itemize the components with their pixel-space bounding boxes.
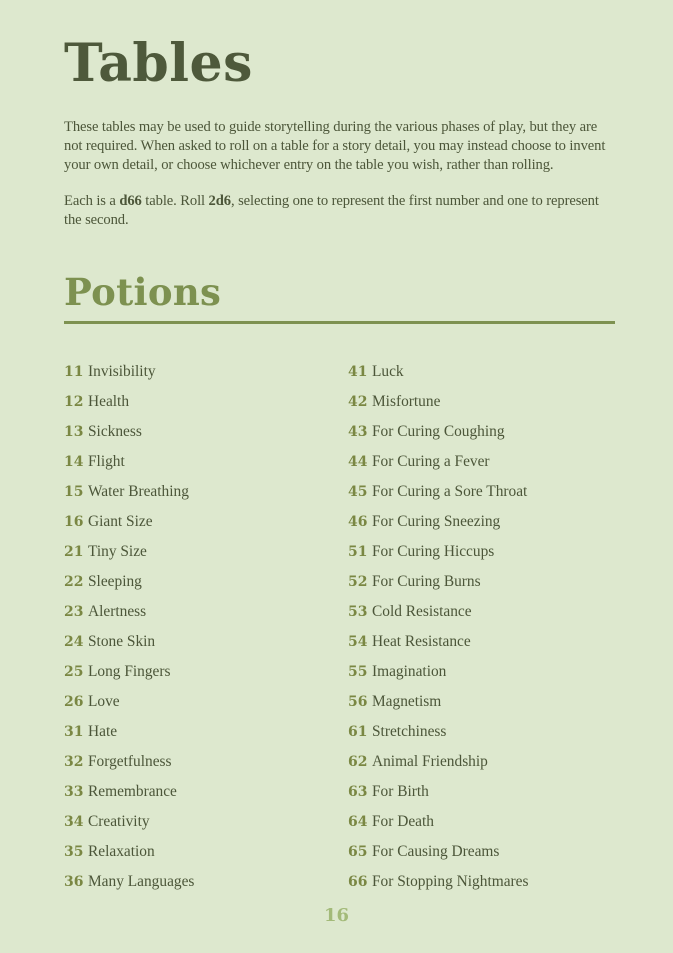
roll-number: 21 — [64, 544, 84, 560]
table-entry — [348, 597, 615, 627]
entry-label: Health — [88, 393, 130, 410]
entry-label: Many Languages — [88, 873, 195, 890]
table-entry — [64, 657, 348, 687]
text-run: , selecting one to represent the first number and one to represent the second. — [64, 193, 599, 228]
table-entry — [64, 357, 348, 387]
table-entry — [348, 627, 615, 657]
roll-number: 24 — [64, 634, 84, 650]
roll-number: 26 — [64, 694, 84, 710]
table-entry — [348, 567, 615, 597]
roll-number: 64 — [348, 814, 368, 830]
roll-number: 56 — [348, 694, 368, 710]
table-entry — [64, 387, 348, 417]
roll-number: 46 — [348, 514, 368, 530]
roll-number: 35 — [64, 844, 84, 860]
page-title: Tables — [64, 33, 253, 94]
table-entry — [64, 717, 348, 747]
entry-label: For Death — [372, 813, 434, 830]
intro-paragraph — [64, 192, 615, 230]
table-entry — [348, 507, 615, 537]
potions-column-right — [348, 357, 615, 897]
table-entry — [64, 867, 348, 897]
entry-label: For Causing Dreams — [372, 843, 500, 860]
entry-label: For Curing a Sore Throat — [372, 483, 528, 500]
table-entry — [348, 717, 615, 747]
table-entry — [64, 507, 348, 537]
entry-label: Misfortune — [372, 393, 441, 410]
potions-table — [64, 357, 615, 897]
roll-number: 14 — [64, 454, 84, 470]
roll-number: 11 — [64, 364, 84, 380]
table-entry — [348, 687, 615, 717]
table-entry — [64, 837, 348, 867]
roll-number: 62 — [348, 754, 368, 770]
roll-number: 51 — [348, 544, 368, 560]
entry-label: Imagination — [372, 663, 447, 680]
entry-label: Forgetfulness — [88, 753, 172, 770]
roll-number: 44 — [348, 454, 368, 470]
entry-label: Cold Resistance — [372, 603, 472, 620]
entry-label: Sleeping — [88, 573, 142, 590]
entry-label: For Curing a Fever — [372, 453, 490, 470]
entry-label: Animal Friendship — [372, 753, 488, 770]
roll-number: 15 — [64, 484, 84, 500]
entry-label: For Stopping Nightmares — [372, 873, 529, 890]
entry-label: For Birth — [372, 783, 429, 800]
roll-number: 52 — [348, 574, 368, 590]
table-entry — [348, 777, 615, 807]
table-entry — [64, 537, 348, 567]
roll-number: 55 — [348, 664, 368, 680]
table-entry — [348, 387, 615, 417]
entry-label: Heat Resistance — [372, 633, 471, 650]
roll-number: 33 — [64, 784, 84, 800]
section-heading-potions: Potions — [64, 270, 222, 314]
roll-number: 22 — [64, 574, 84, 590]
roll-number: 61 — [348, 724, 368, 740]
table-entry — [348, 867, 615, 897]
roll-number: 41 — [348, 364, 368, 380]
entry-label: Luck — [372, 363, 404, 380]
entry-label: Water Breathing — [88, 483, 189, 500]
roll-number: 36 — [64, 874, 84, 890]
roll-number: 66 — [348, 874, 368, 890]
entry-label: For Curing Sneezing — [372, 513, 501, 530]
roll-number: 53 — [348, 604, 368, 620]
entry-label: Remembrance — [88, 783, 177, 800]
text-run: These tables may be used to guide storytelling during the various phases of play, but they are not required. When asked to roll on a table for a story detail, you may instead choose to invent your own detail, or choose whichever entry on the table you wish, rather than rolling. — [64, 119, 606, 173]
table-entry — [348, 807, 615, 837]
entry-label: Sickness — [88, 423, 142, 440]
roll-number: 12 — [64, 394, 84, 410]
roll-number: 65 — [348, 844, 368, 860]
roll-number: 31 — [64, 724, 84, 740]
table-entry — [348, 357, 615, 387]
table-entry — [348, 447, 615, 477]
table-entry — [64, 747, 348, 777]
entry-label: For Curing Coughing — [372, 423, 505, 440]
roll-number: 25 — [64, 664, 84, 680]
table-entry — [64, 687, 348, 717]
table-entry — [64, 567, 348, 597]
table-entry — [348, 747, 615, 777]
table-entry — [64, 777, 348, 807]
entry-label: For Curing Hiccups — [372, 543, 495, 560]
roll-number: 43 — [348, 424, 368, 440]
roll-number: 13 — [64, 424, 84, 440]
page-number: 16 — [323, 905, 350, 926]
roll-number: 23 — [64, 604, 84, 620]
entry-label: Invisibility — [88, 363, 156, 380]
table-entry — [348, 657, 615, 687]
table-entry — [64, 417, 348, 447]
text-run: Each is a — [64, 193, 120, 209]
entry-label: Relaxation — [88, 843, 155, 860]
entry-label: Stone Skin — [88, 633, 156, 650]
bold-term: d66 — [119, 193, 142, 209]
entry-label: Love — [88, 693, 120, 710]
entry-label: Tiny Size — [88, 543, 147, 560]
roll-number: 63 — [348, 784, 368, 800]
roll-number: 42 — [348, 394, 368, 410]
roll-number: 34 — [64, 814, 84, 830]
entry-label: Long Fingers — [88, 663, 171, 680]
table-entry — [64, 627, 348, 657]
table-entry — [348, 837, 615, 867]
entry-label: Alertness — [88, 603, 147, 620]
table-entry — [64, 597, 348, 627]
roll-number: 45 — [348, 484, 368, 500]
intro-paragraph — [64, 118, 615, 175]
roll-number: 16 — [64, 514, 84, 530]
table-entry — [348, 537, 615, 567]
roll-number: 32 — [64, 754, 84, 770]
roll-number: 54 — [348, 634, 368, 650]
section-divider — [64, 321, 615, 324]
entry-label: Hate — [88, 723, 118, 740]
entry-label: For Curing Burns — [372, 573, 481, 590]
table-entry — [64, 807, 348, 837]
table-entry — [348, 417, 615, 447]
table-entry — [348, 477, 615, 507]
table-entry — [64, 477, 348, 507]
entry-label: Giant Size — [88, 513, 153, 530]
entry-label: Magnetism — [372, 693, 442, 710]
entry-label: Creativity — [88, 813, 150, 830]
text-run: table. Roll — [141, 193, 209, 209]
bold-term: 2d6 — [208, 193, 231, 209]
potions-column-left — [64, 357, 348, 897]
entry-label: Stretchiness — [372, 723, 447, 740]
intro-text — [64, 118, 615, 230]
entry-label: Flight — [88, 453, 125, 470]
table-entry — [64, 447, 348, 477]
